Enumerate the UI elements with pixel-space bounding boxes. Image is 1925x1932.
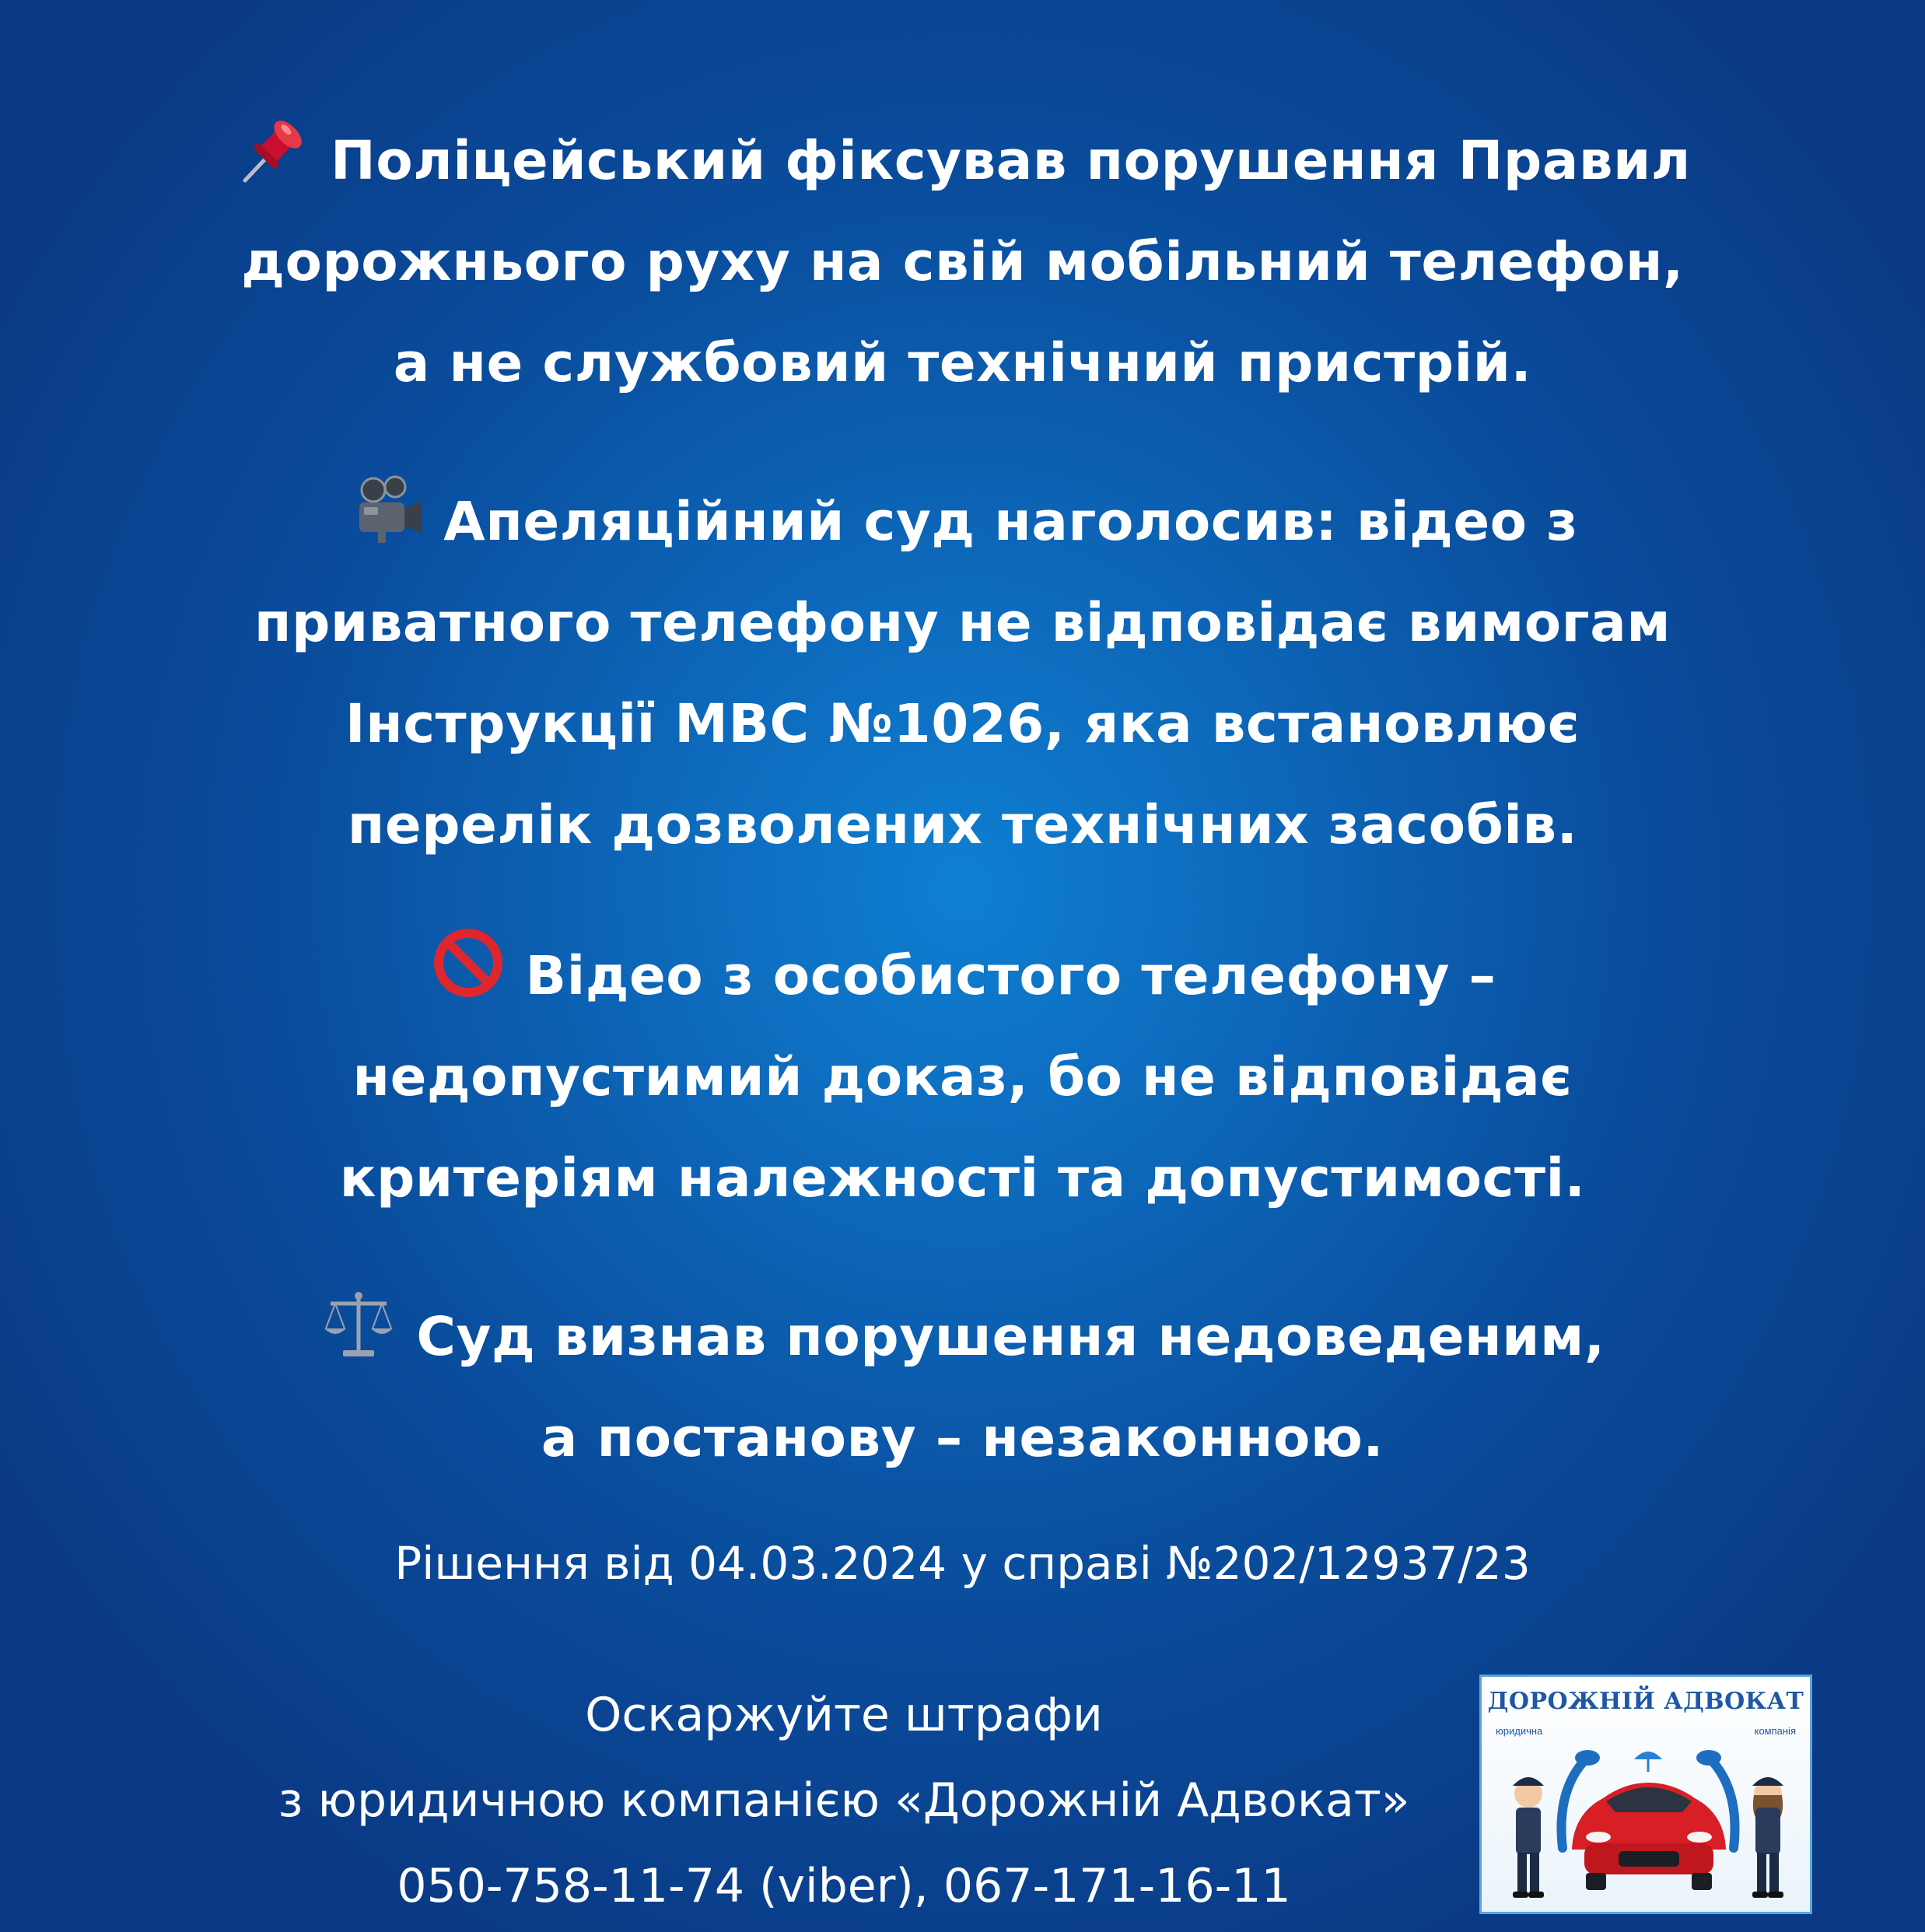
statement-line: Інструкції МВС №1026, яка встановлює bbox=[345, 693, 1580, 755]
statement-appeal-court bbox=[0, 470, 1925, 876]
statement-court-ruling bbox=[0, 1285, 1925, 1489]
statement-inadmissible-evidence bbox=[0, 924, 1925, 1229]
prohibited-icon bbox=[429, 924, 507, 1002]
cta-line-1: Оскаржуйте штрафи bbox=[585, 1688, 1103, 1742]
cta-line-2: з юридичною компанією «Дорожній Адвокат» bbox=[278, 1773, 1410, 1828]
statement-police-phone bbox=[0, 109, 1925, 414]
statement-line: Відео з особистого телефону – bbox=[0, 924, 1925, 1027]
statement-line: дорожнього руху на свій мобільний телефон, bbox=[241, 231, 1684, 293]
statement-line: Поліцейський фіксував порушення Правил bbox=[0, 109, 1925, 212]
company-logo bbox=[1479, 1675, 1812, 1914]
balance-scale-icon bbox=[320, 1285, 397, 1363]
statement-line: а постанову – незаконною. bbox=[541, 1407, 1384, 1469]
statement-line: приватного телефону не відповідає вимогам bbox=[254, 592, 1671, 654]
call-to-action bbox=[156, 1672, 1532, 1929]
pushpin-icon bbox=[234, 109, 312, 187]
logo-caption-right: компанія bbox=[1754, 1725, 1796, 1737]
phone-numbers: 050-758-11-74 (viber), 067-171-16-11 bbox=[397, 1859, 1291, 1913]
statement-line: а не службовий технічний пристрій. bbox=[393, 332, 1532, 394]
logo-brand-name: ДОРОЖНІЙ АДВОКАТ bbox=[1487, 1688, 1804, 1715]
statement-line: критеріям належності та допустимості. bbox=[339, 1147, 1586, 1209]
decision-reference: Рішення від 04.03.2024 у справі №202/12937/23 bbox=[394, 1537, 1531, 1590]
statement-line: перелік дозволених технічних засобів. bbox=[347, 794, 1578, 856]
statement-line: недопустимий доказ, бо не відповідає bbox=[352, 1046, 1573, 1108]
movie-camera-icon bbox=[347, 470, 425, 548]
logo-caption-left: юридична bbox=[1496, 1725, 1543, 1737]
statement-line: Суд визнав порушення недоведеним, bbox=[0, 1285, 1925, 1388]
statement-line: Апеляційний суд наголосив: відео з bbox=[0, 470, 1925, 572]
